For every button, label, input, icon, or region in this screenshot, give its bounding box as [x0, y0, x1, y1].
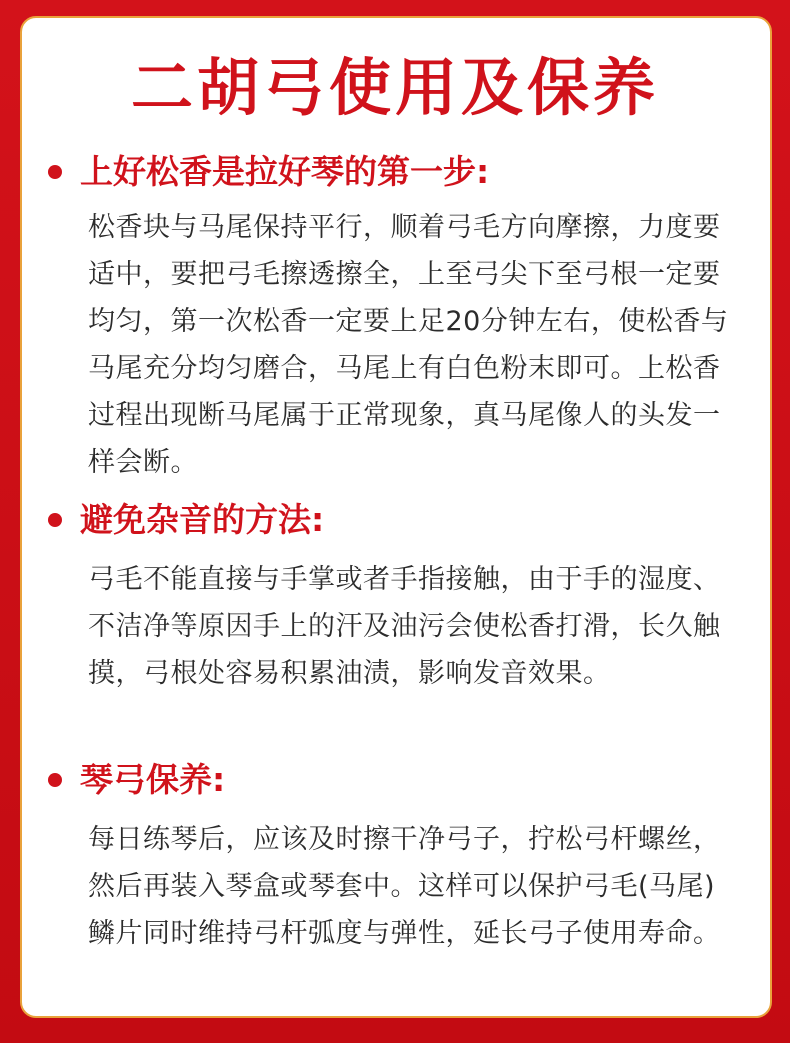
section-heading-row [48, 148, 748, 196]
section-body: 每日练琴后，应该及时擦干净弓子，拧松弓杆螺丝，然后再装入琴盒或琴套中。这样可以保护弓毛(马尾)鳞片同时维持弓杆弧度与弹性，延长弓子使用寿命。 [88, 824, 721, 949]
page-title: 二胡弓使用及保养 [130, 51, 659, 124]
section-heading-row [48, 496, 748, 544]
section-heading-row [48, 756, 748, 804]
section-noise [48, 496, 748, 697]
section-rosin [48, 148, 748, 486]
bullet-icon [48, 773, 62, 787]
bullet-icon [48, 165, 62, 179]
section-body: 松香块与马尾保持平行，顺着弓毛方向摩擦，力度要适中，要把弓毛擦透擦全，上至弓尖下至弓根一定要均匀，第一次松香一定要上足20分钟左右，使松香与马尾充分均匀磨合，马尾上有白色粉末即可。上松香过程出现断马尾属于正常现象，真马尾像人的头发一样会断。 [88, 212, 729, 478]
section-heading: 上好松香是拉好琴的第一步: [80, 152, 490, 191]
section-heading: 琴弓保养: [80, 760, 226, 799]
section-heading: 避免杂音的方法: [80, 500, 325, 539]
bullet-icon [48, 513, 62, 527]
section-maintenance [48, 756, 748, 957]
section-body: 弓毛不能直接与手掌或者手指接触，由于手的湿度、不洁净等原因手上的汗及油污会使松香打滑，长久触摸，弓根处容易积累油渍，影响发音效果。 [88, 564, 721, 689]
